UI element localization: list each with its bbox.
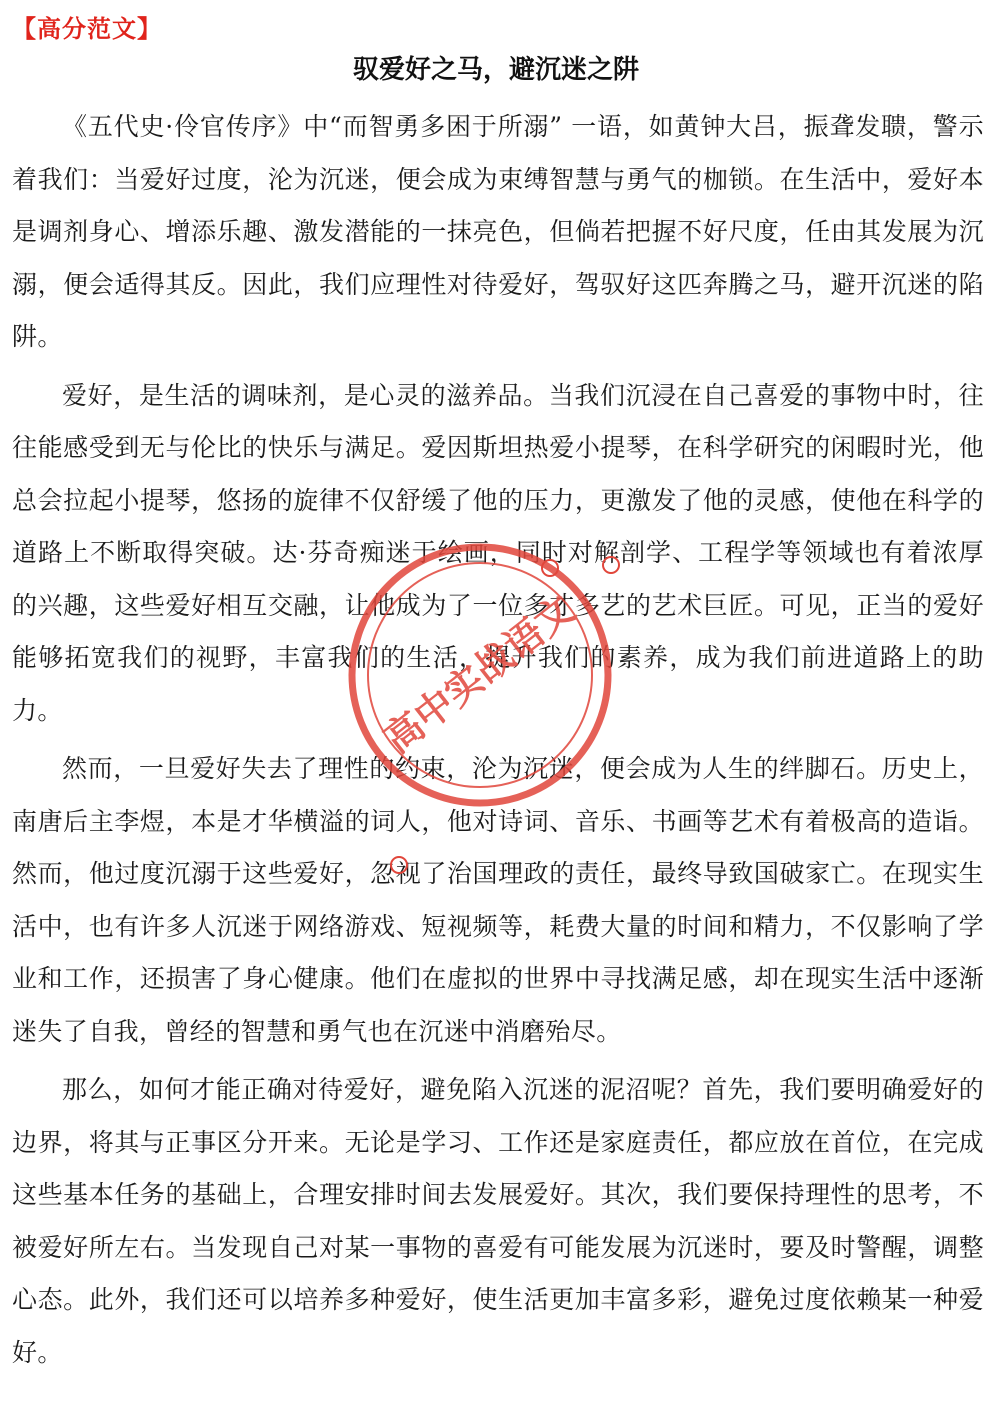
paragraph-1: 《五代史·伶官传序》中“而智勇多困于所溺” 一语，如黄钟大吕，振聋发聩，警示着我们：当爱好过度，沦为沉迷，便会成为束缚智慧与勇气的枷锁。在生活中，爱好本是调剂身心、增添乐趣、激发潜能的一抹亮色，但倘若把握不好尺度，任由其发展为沉溺，便会适得其反。因此，我们应理性对待爱好，驾驭好这匹奔腾之马，避开沉迷的陷阱。 <box>12 112 984 351</box>
essay-title: 驭爱好之马，避沉迷之阱 <box>352 55 639 85</box>
section-tag: 【高分范文】 <box>12 15 162 43</box>
essay-body <box>12 101 984 1385</box>
paragraph-2: 爱好，是生活的调味剂，是心灵的滋养品。当我们沉浸在自己喜爱的事物中时，往往能感受到无与伦比的快乐与满足。爱因斯坦热爱小提琴，在科学研究的闲暇时光，他总会拉起小提琴，悠扬的旋律不仅舒缓了他的压力，更激发了他的灵感，使他在科学的道路上不断取得突破。达·芬奇痴迷于绘画，同时对解剖学、工程学等领域也有着浓厚的兴趣，这些爱好相互交融，让他成为了一位多才多艺的艺术巨匠。可见，正当的爱好能够拓宽我们的视野，丰富我们的生活，提升我们的素养，成为我们前进道路上的助力。 <box>12 380 984 725</box>
paragraph-4: 那么，如何才能正确对待爱好，避免陷入沉迷的泥沼呢？首先，我们要明确爱好的边界，将其与正事区分开来。无论是学习、工作还是家庭责任，都应放在首位，在完成这些基本任务的基础上，合理安排时间去发展爱好。其次，我们要保持理性的思考，不被爱好所左右。当发现自己对某一事物的喜爱有可能发展为沉迷时，要及时警醒，调整心态。此外，我们还可以培养多种爱好，使生活更加丰富多彩，避免过度依赖某一种爱好。 <box>12 1075 984 1367</box>
paragraph-3: 然而，一旦爱好失去了理性的约束，沦为沉迷，便会成为人生的绊脚石。历史上，南唐后主李煜，本是才华横溢的词人，他对诗词、音乐、书画等艺术有着极高的造诣。然而，他过度沉溺于这些爱好，忽视了治国理政的责任，最终导致国破家亡。在现实生活中，也有许多人沉迷于网络游戏、短视频等，耗费大量的时间和精力，不仅影响了学业和工作，还损害了身心健康。他们在虚拟的世界中寻找满足感，却在现实生活中逐渐迷失了自我，曾经的智慧和勇气也在沉迷中消磨殆尽。 <box>12 754 984 1046</box>
stamp-text: 高中实战语文 <box>376 586 583 762</box>
